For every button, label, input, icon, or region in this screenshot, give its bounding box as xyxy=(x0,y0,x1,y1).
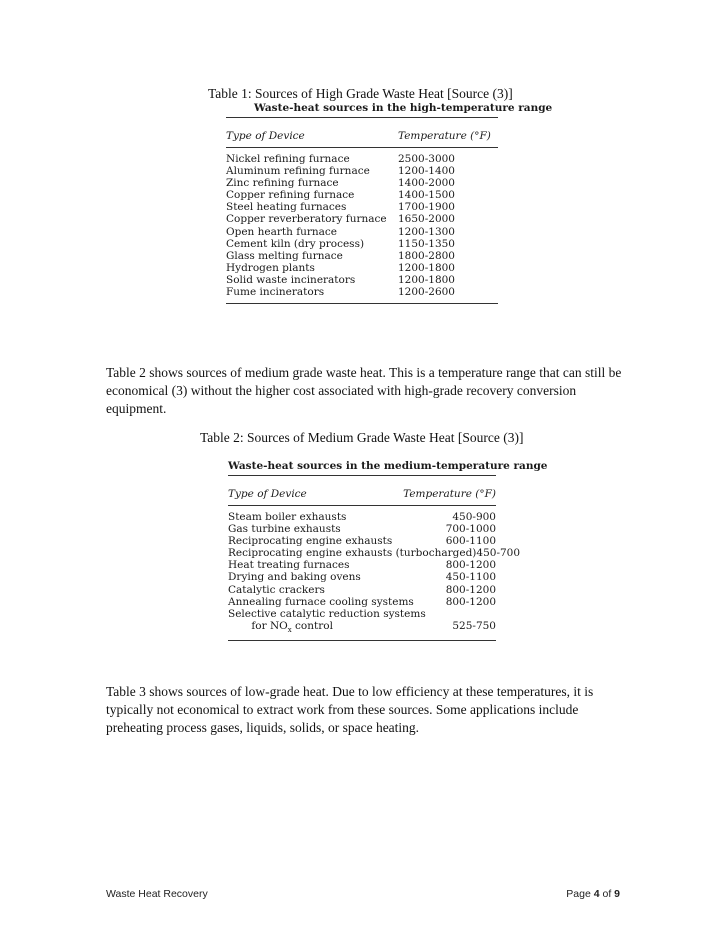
table-row xyxy=(226,238,498,250)
table2-device: Annealing furnace cooling systems xyxy=(228,595,414,608)
table1-device: Nickel refining furnace xyxy=(226,153,350,165)
table1-temp: 1700-1900 xyxy=(398,201,455,214)
table2-title: Waste-heat sources in the medium-temperature range xyxy=(228,460,548,472)
table-row xyxy=(228,584,496,596)
paragraph-medium-grade: Table 2 shows sources of medium grade waste heat. This is a temperature range that can still be economical (3) without the higher cost associated with high-grade recovery conversion equipment. xyxy=(106,365,622,416)
table-row xyxy=(228,559,496,571)
table1-caption: Table 1: Sources of High Grade Waste Heat [Source (3)] xyxy=(208,86,513,101)
table2-device: Steam boiler exhausts xyxy=(228,511,347,523)
table1-device: Glass melting furnace xyxy=(226,249,343,262)
table1-temp: 1400-2000 xyxy=(398,177,455,190)
table1-temp: 1200-1400 xyxy=(398,165,455,178)
table1-device: Copper reverberatory furnace xyxy=(226,213,387,226)
table2-last-temp: 525-750 xyxy=(452,619,496,632)
table1-header xyxy=(226,130,498,142)
table-row xyxy=(226,213,498,225)
table2-temp: 450-1100 xyxy=(445,571,496,584)
table1-device: Open hearth furnace xyxy=(226,225,338,238)
table2-temp: 800-1200 xyxy=(445,559,496,572)
footer-title: Waste Heat Recovery xyxy=(106,888,208,900)
table2-device: Reciprocating engine exhausts xyxy=(228,535,393,548)
table-row xyxy=(226,177,498,189)
table2-temp: 450-700 xyxy=(476,547,521,560)
table1-device: Aluminum refining furnace xyxy=(226,165,370,178)
table2-bottom-rule xyxy=(228,640,496,641)
table2-device: Heat treating furnaces xyxy=(228,559,350,572)
table2 xyxy=(228,460,548,641)
table1-col-device: Type of Device xyxy=(226,130,305,142)
table2-header xyxy=(228,488,496,500)
table1-device: Cement kiln (dry process) xyxy=(226,237,365,250)
table2-device: Drying and baking ovens xyxy=(228,571,361,584)
table2-temp: 600-1100 xyxy=(445,535,496,548)
table2-header-rule xyxy=(228,505,496,506)
table1-temp: 1200-2600 xyxy=(398,286,455,299)
table-row xyxy=(226,165,498,177)
table-row xyxy=(226,274,498,286)
table1-temp: 1200-1800 xyxy=(398,261,455,274)
table2-last-device: for $NO_x$ control xyxy=(251,619,333,634)
table-row xyxy=(226,250,498,262)
table-row xyxy=(228,547,521,560)
table1-title: Waste-heat sources in the high-temperature range xyxy=(254,102,553,114)
table2-caption: Table 2: Sources of Medium Grade Waste Heat [Source (3)] xyxy=(200,430,524,445)
table2-body xyxy=(228,511,521,620)
table1-top-rule xyxy=(226,117,498,118)
table1-device: Zinc refining furnace xyxy=(226,177,339,190)
table2-temp: 800-1200 xyxy=(445,595,496,608)
table2-temp: 450-900 xyxy=(452,511,496,523)
table1-temp: 1400-1500 xyxy=(398,189,455,202)
table1-temp: 1800-2800 xyxy=(398,249,455,262)
table1-body xyxy=(226,153,498,298)
table1-temp: 1200-1300 xyxy=(398,225,455,238)
table1-col-temp: Temperature (°F) xyxy=(398,130,491,142)
table1-device: Hydrogen plants xyxy=(226,261,315,274)
table-row xyxy=(228,608,496,620)
table-row xyxy=(226,153,498,165)
table2-device: Selective catalytic reduction systems xyxy=(228,607,426,620)
table-row xyxy=(226,262,498,274)
table2-col-temp: Temperature (°F) xyxy=(403,488,496,500)
table1-temp: 1650-2000 xyxy=(398,213,455,226)
table1-bottom-rule xyxy=(226,303,498,304)
table2-device: Catalytic crackers xyxy=(228,583,325,596)
table1-device: Fume incinerators xyxy=(226,286,325,299)
table2-device: Gas turbine exhausts xyxy=(228,523,341,536)
table1-temp: 1200-1800 xyxy=(398,273,455,286)
table1-header-rule xyxy=(226,147,498,148)
table1-temp: 1150-1350 xyxy=(398,237,455,250)
table2-col-device: Type of Device xyxy=(228,488,307,500)
table2-temp: 700-1000 xyxy=(445,523,496,536)
table-row xyxy=(228,511,496,523)
table-row xyxy=(228,571,496,583)
table1-device: Solid waste incinerators xyxy=(226,273,356,286)
table2-device: Reciprocating engine exhausts (turbocharged) xyxy=(228,547,477,560)
table2-temp: 800-1200 xyxy=(445,583,496,596)
table1-device: Steel heating furnaces xyxy=(226,201,347,214)
table2-top-rule xyxy=(228,475,496,476)
paragraph-low-grade: Table 3 shows sources of low-grade heat. Due to low efficiency at these temperatures, it is typically not economical to extract work from these sources. Some applications include preheating process gases, liquids, solids, or space heating. xyxy=(106,684,594,735)
table-row xyxy=(226,189,498,201)
table-row xyxy=(228,523,496,535)
table-row xyxy=(228,535,496,547)
table-row xyxy=(228,620,496,636)
table-row xyxy=(226,286,498,298)
footer-page-number: Page 4 of 9 xyxy=(566,888,620,900)
table1-temp: 2500-3000 xyxy=(398,153,455,165)
table-row xyxy=(226,201,498,213)
table-row xyxy=(228,596,496,608)
table1-device: Copper refining furnace xyxy=(226,189,355,202)
table1 xyxy=(226,102,553,304)
table-row xyxy=(226,226,498,238)
